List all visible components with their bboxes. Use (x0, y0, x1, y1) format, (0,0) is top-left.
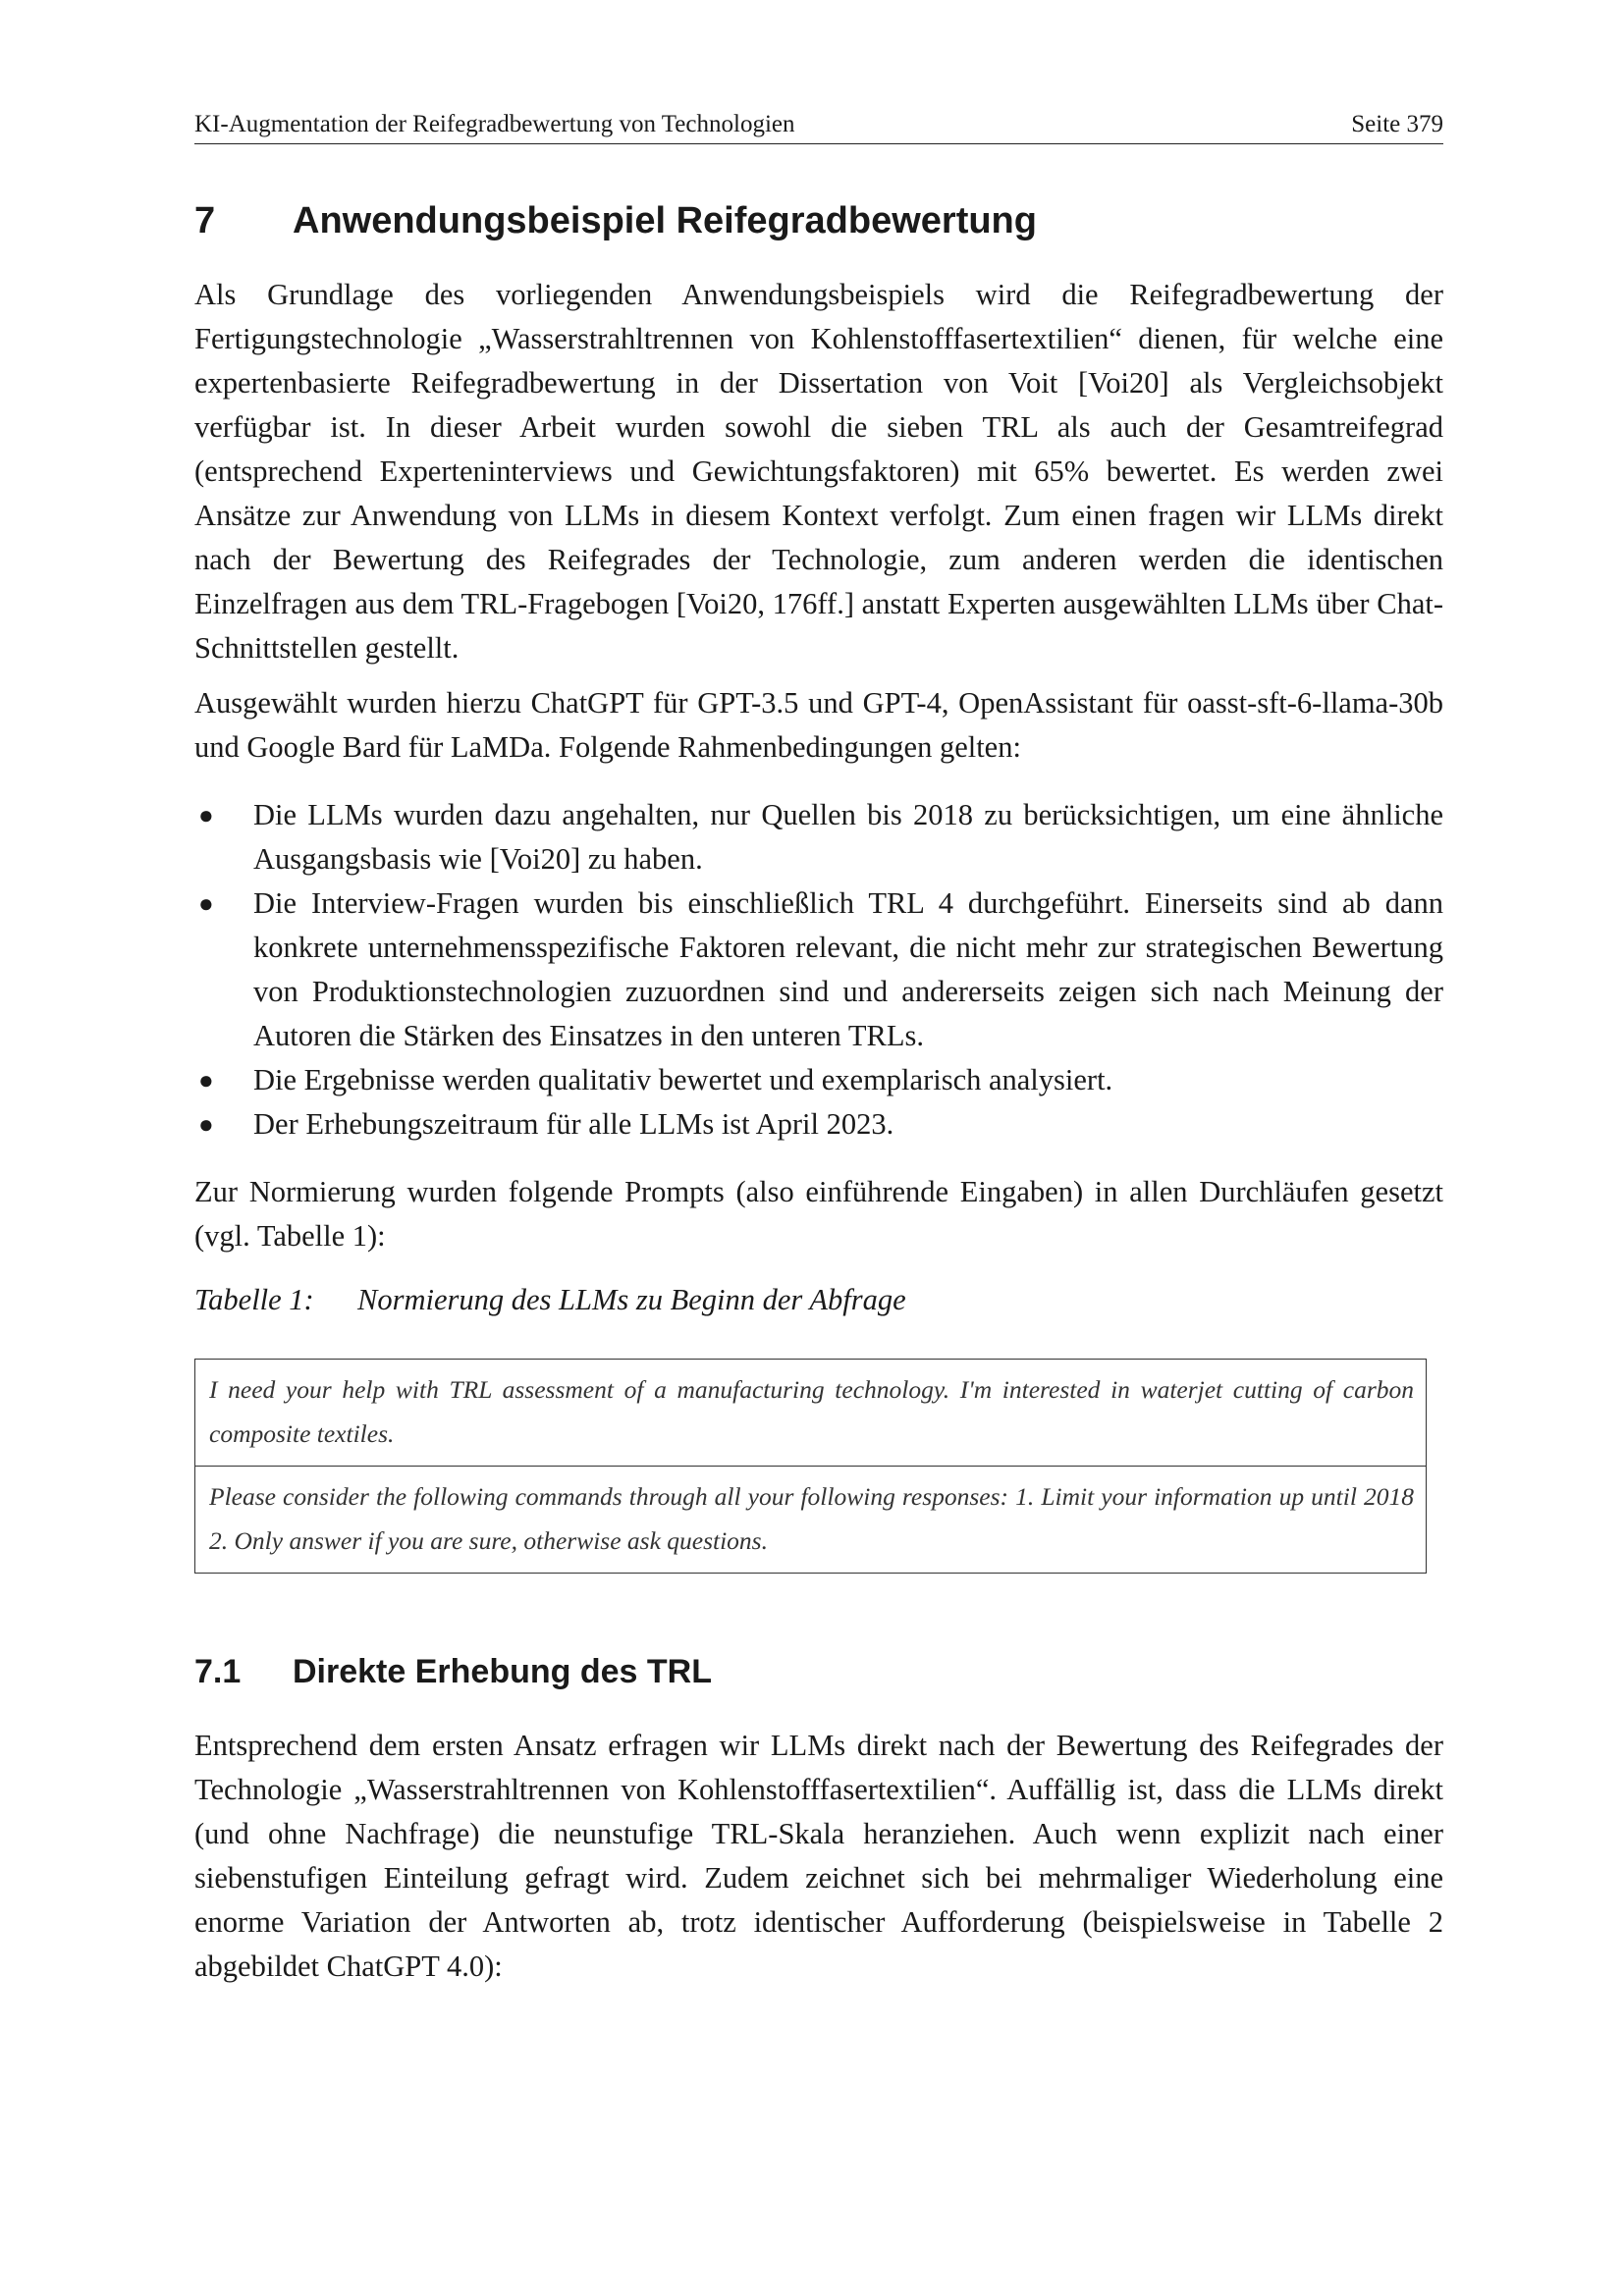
table-row (195, 1360, 1427, 1467)
bullet-icon: ● (198, 1110, 214, 1139)
table-title: Normierung des LLMs zu Beginn der Abfrage (357, 1283, 906, 1316)
section-heading (194, 197, 1037, 244)
list-item-text: Der Erhebungszeitraum für alle LLMs ist April 2023. (253, 1107, 894, 1141)
table-cell: I need your help with TRL assessment of a manufacturing technology. I'm interested in waterjet cutting of carbon composite textiles. (195, 1360, 1427, 1467)
table-row (195, 1467, 1427, 1574)
list-item-text: Die Ergebnisse werden qualitativ bewertet und exemplarisch analysiert. (253, 1063, 1113, 1096)
bullet-icon: ● (198, 1066, 214, 1095)
list-item (194, 793, 1443, 881)
bullet-icon: ● (198, 801, 214, 829)
table-cell: Please consider the following commands through all your following responses: 1. Limit your information up until 2018 2. Only answer if you are sure, otherwise ask questions. (195, 1467, 1427, 1574)
list-item (194, 1058, 1443, 1102)
paragraph: Als Grundlage des vorliegenden Anwendungsbeispiels wird die Reifegradbewertung der Fertigungstechnologie „Wasserstrahltrennen von Kohlenstofffasertextilien“ dienen, für welche eine expertenbasierte Reifegradbewertung in der Dissertation von Voit [Voi20] als Vergleichsobjekt verfügbar ist. In dieser Arbeit wurden sowohl die sieben TRL als auch der Gesamtreifegrad (entsprechend Experteninterviews und Gewichtungsfaktoren) mit 65% bewertet. Es werden zwei Ansätze zur Anwendung von LLMs in diesem Kontext verfolgt. Zum einen fragen wir LLMs direkt nach der Bewertung des Reifegrades der Technologie, zum anderen werden die identischen Einzelfragen aus dem TRL-Fragebogen [Voi20, 176ff.] anstatt Experten ausgewählten LLMs über Chat-Schnittstellen gestellt. (194, 278, 1443, 665)
list-item (194, 1102, 1443, 1147)
bullet-list (194, 793, 1443, 1147)
paragraph: Ausgewählt wurden hierzu ChatGPT für GPT-3.5 und GPT-4, OpenAssistant für oasst-sft-6-llama-30b und Google Bard für LaMDa. Folgende Rahmenbedingungen gelten: (194, 686, 1443, 764)
list-item-text: Die Interview-Fragen wurden bis einschließlich TRL 4 durchgeführt. Einerseits sind ab dann konkrete unternehmensspezifische Faktoren relevant, die nicht mehr zur strategischen Bewertung von Produktionstechnologien zuzuordnen sind und andererseits zeigen sich nach Meinung der Autoren die Stärken des Einsatzes in den unteren TRLs. (253, 886, 1443, 1052)
header-title: KI-Augmentation der Reifegradbewertung von Technologien (194, 111, 795, 137)
subsection-title: Direkte Erhebung des TRL (293, 1653, 712, 1690)
page-number: Seite 379 (1351, 111, 1443, 137)
table-label: Tabelle 1: (194, 1283, 314, 1316)
subsection-heading (194, 1650, 712, 1693)
paragraph: Zur Normierung wurden folgende Prompts (also einführende Eingaben) in allen Durchläufen gesetzt (vgl. Tabelle 1): (194, 1175, 1443, 1253)
paragraph: Entsprechend dem ersten Ansatz erfragen wir LLMs direkt nach der Bewertung des Reifegrades der Technologie „Wasserstrahltrennen von Kohlenstofffasertextilien“. Auffällig ist, dass die LLMs direkt (und ohne Nachfrage) die neunstufige TRL-Skala heranziehen. Auch wenn explizit nach einer siebenstufigen Einteilung gefragt wird. Zudem zeichnet sich bei mehrmaliger Wiederholung eine enorme Variation der Antworten ab, trotz identischer Aufforderung (beispielsweise in Tabelle 2 abgebildet ChatGPT 4.0): (194, 1729, 1443, 1983)
section-title: Anwendungsbeispiel Reifegradbewertung (293, 200, 1037, 241)
prompt-table (194, 1359, 1427, 1574)
list-item (194, 881, 1443, 1058)
section-number: 7 (194, 200, 216, 241)
table-caption (194, 1278, 906, 1322)
list-item-text: Die LLMs wurden dazu angehalten, nur Quellen bis 2018 zu berücksichtigen, um eine ähnliche Ausgangsbasis wie [Voi20] zu haben. (253, 798, 1443, 876)
running-header (194, 110, 1443, 144)
subsection-number: 7.1 (194, 1653, 242, 1690)
bullet-icon: ● (198, 889, 214, 918)
